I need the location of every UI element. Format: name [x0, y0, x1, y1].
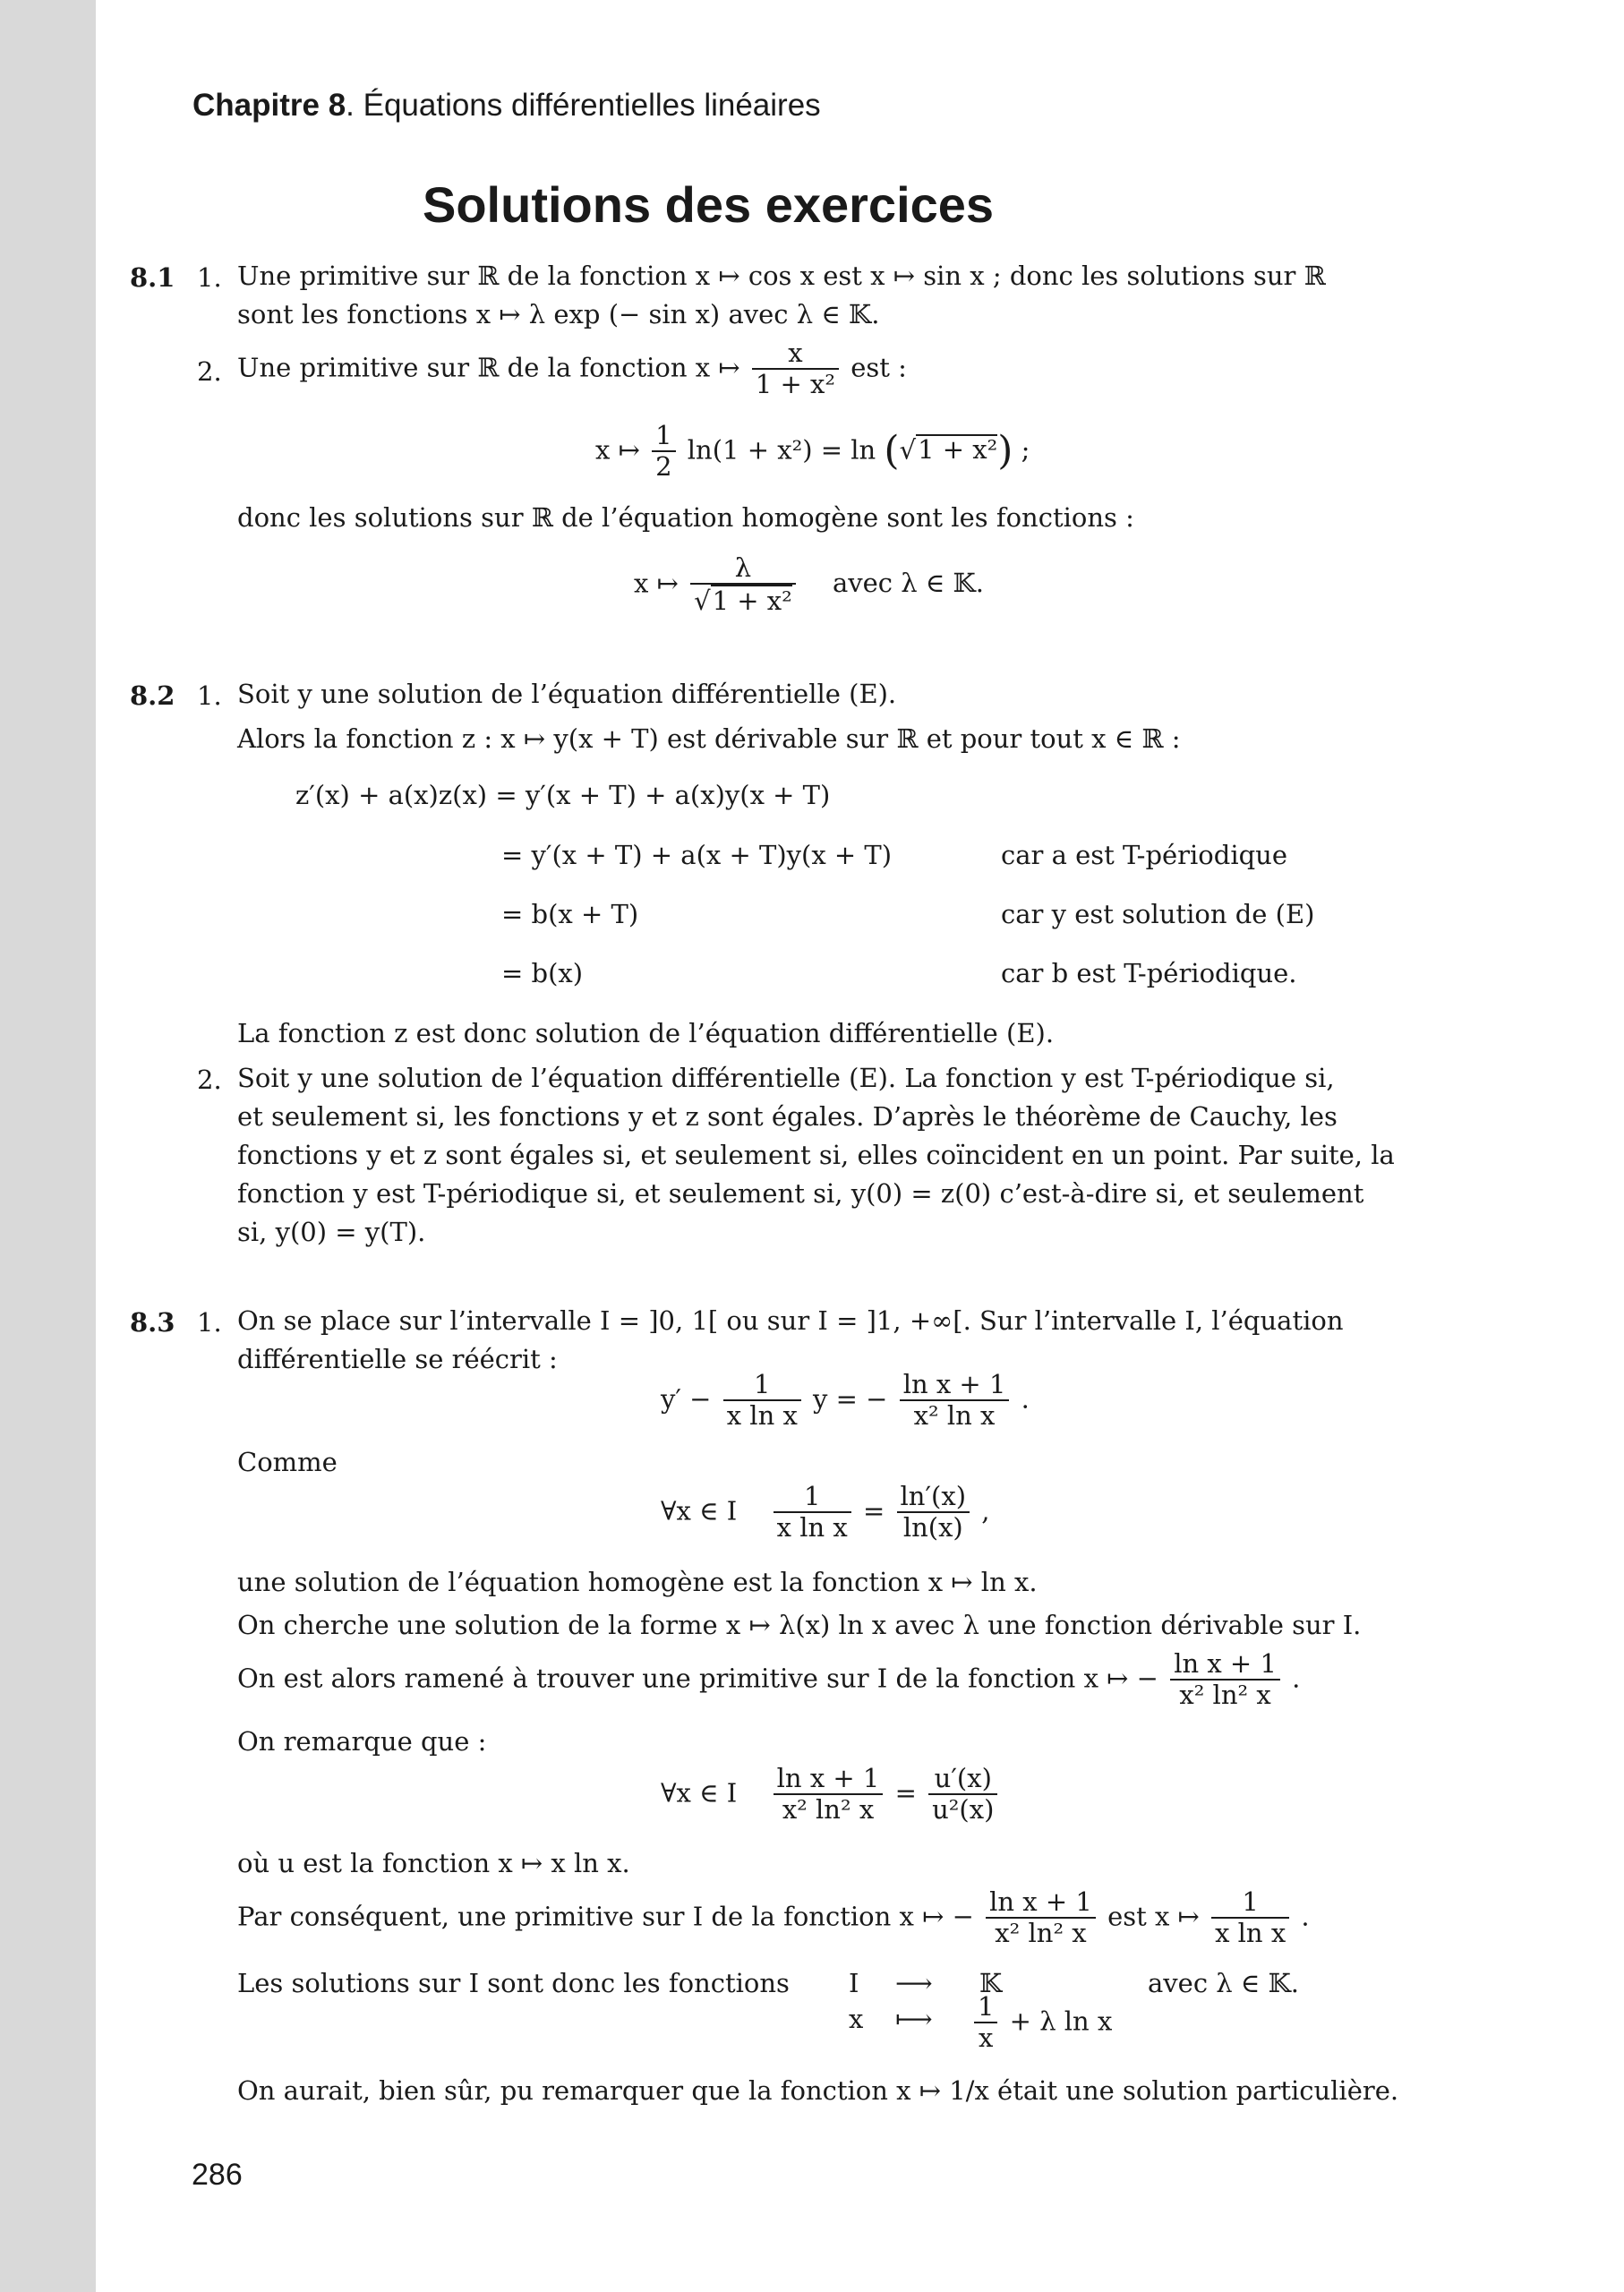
fraction-numerator: 1 [978, 1991, 995, 2022]
text-segment: = [894, 1777, 917, 1809]
fraction-denominator: √1 + x² [690, 583, 796, 616]
fraction-numerator: 1 [655, 420, 672, 450]
fraction [774, 1482, 851, 1544]
square-root: 1 + x² [712, 586, 792, 617]
text-segment: Une primitive sur ℝ de la fonction x ↦ [237, 352, 740, 383]
item-number: 2. [197, 1065, 222, 1095]
fraction-numerator: 1 [754, 1369, 771, 1399]
chapter-title: . Équations différentielles linéaires [346, 88, 821, 123]
fraction [928, 1764, 997, 1826]
fraction-numerator: 1 [1242, 1886, 1259, 1917]
fraction-denominator: x² ln² x [774, 1793, 884, 1825]
text-line-with-fraction [237, 1887, 1310, 1949]
fraction-numerator: x [788, 338, 803, 368]
map-variable: x [849, 2004, 864, 2034]
fraction-denominator: ln(x) [897, 1511, 970, 1543]
text-line-with-fraction [237, 1649, 1300, 1711]
text-segment: est : [850, 352, 907, 383]
fraction [690, 553, 796, 617]
text-segment: ∀x ∈ I [661, 1777, 738, 1809]
left-paren: ( [884, 428, 900, 475]
text-segment: y′ − [661, 1383, 712, 1415]
text-line: où u est la fonction x ↦ x ln x. [237, 1848, 630, 1878]
text-segment: ; [1021, 434, 1030, 466]
fraction [774, 1764, 884, 1826]
item-number: 2. [197, 356, 222, 387]
equation-line: = y′(x + T) + a(x + T)y(x + T) [501, 840, 893, 870]
map-arrow: ⟼ [895, 2004, 933, 2034]
text-line: fonction y est T-périodique si, et seulement si, y(0) = z(0) c’est-à-dire si, et seulement [237, 1178, 1364, 1209]
equation-note: car b est T-périodique. [1001, 958, 1297, 988]
text-line: On aurait, bien sûr, pu remarquer que la fonction x ↦ 1/x était une solution particulière. [237, 2075, 1399, 2106]
fraction-numerator: ln x + 1 [776, 1763, 880, 1793]
equation-line: = b(x + T) [501, 899, 639, 929]
equation: x ↦ $\frac{1}{2}$ ln(1 + x²) = ln (√1 + x²) ; [595, 420, 1030, 483]
fraction-numerator: ln x + 1 [1174, 1648, 1277, 1679]
equation-note: car y est solution de (E) [1001, 899, 1315, 929]
map-domain: I [849, 1968, 859, 1998]
fraction-denominator: 1 + x² [752, 368, 839, 399]
fraction [974, 1992, 997, 2054]
fraction-denominator: x ln x [774, 1511, 851, 1543]
fraction-denominator: x ln x [723, 1399, 801, 1431]
text-segment: avec λ ∈ 𝕂. [832, 568, 984, 599]
text-line: La fonction z est donc solution de l’équation différentielle (E). [237, 1018, 1055, 1048]
text-segment: ln(1 + x²) = ln [687, 434, 876, 466]
fraction-numerator: λ [734, 552, 752, 583]
exercise-number-8-1: 8.1 [130, 262, 175, 293]
text-segment: . [1292, 1663, 1301, 1694]
fraction [1211, 1887, 1289, 1949]
map-condition: avec λ ∈ 𝕂. [1148, 1968, 1300, 1998]
text-line: si, y(0) = y(T). [237, 1217, 426, 1247]
fraction-denominator: x ln x [1211, 1917, 1289, 1948]
fraction-denominator: x² ln² x [986, 1917, 1096, 1948]
equation-line: z′(x) + a(x)z(x) = y′(x + T) + a(x)y(x + T) [295, 780, 831, 810]
text-segment: . [1021, 1383, 1030, 1415]
fraction-denominator: x [974, 2022, 997, 2053]
map-arrow: ⟶ [895, 1968, 933, 1998]
text-line-with-fraction [237, 338, 907, 400]
fraction-denominator: x² ln x [900, 1399, 1010, 1431]
text-line: et seulement si, les fonctions y et z sont égales. D’après le théorème de Cauchy, les [237, 1101, 1338, 1132]
text-line: Soit y une solution de l’équation différentielle (E). [237, 679, 897, 709]
fraction-numerator: u′(x) [934, 1763, 992, 1793]
text-line: On se place sur l’intervalle I = ]0, 1[ ou sur I = ]1, +∞[. Sur l’intervalle I, l’équation [237, 1305, 1344, 1336]
fraction [723, 1370, 801, 1432]
text-segment: . [1301, 1901, 1310, 1932]
fraction [1170, 1649, 1280, 1711]
fraction-denominator: x² ln² x [1170, 1679, 1280, 1710]
chapter-label: Chapitre 8 [192, 88, 346, 123]
text-segment: x ↦ [595, 434, 640, 466]
item-number: 1. [197, 680, 222, 711]
text-line: Une primitive sur ℝ de la fonction x ↦ cos x est x ↦ sin x ; donc les solutions sur ℝ [237, 261, 1326, 291]
item-number: 1. [197, 262, 222, 293]
text-segment: est x ↦ [1107, 1901, 1200, 1932]
chapter-header [192, 88, 821, 124]
text-line: fonctions y et z sont égales si, et seulement si, elles coïncident en un point. Par suite, la [237, 1140, 1395, 1170]
text-segment: + λ ln x [1009, 2006, 1113, 2037]
equation [661, 1764, 1001, 1826]
fraction-numerator: ln x + 1 [989, 1886, 1092, 1917]
exercise-number-8-2: 8.2 [130, 680, 175, 711]
text-segment: x ↦ [634, 568, 679, 599]
fraction-denominator: 2 [652, 450, 675, 482]
text-segment: , [981, 1495, 990, 1527]
text-segment: Par conséquent, une primitive sur I de la fonction x ↦ − [237, 1901, 974, 1932]
text-segment: ∀x ∈ I [661, 1495, 738, 1527]
text-line: Comme [237, 1447, 338, 1477]
equation-line: = b(x) [501, 958, 584, 988]
page-margin-strip [0, 0, 96, 2292]
fraction-numerator: ln′(x) [900, 1481, 967, 1511]
fraction [652, 421, 675, 483]
equation [634, 553, 984, 617]
equation [661, 1370, 1030, 1432]
text-line: Les solutions sur I sont donc les fonctions [237, 1968, 790, 1998]
text-line: donc les solutions sur ℝ de l’équation homogène sont les fonctions : [237, 502, 1134, 533]
item-number: 1. [197, 1307, 222, 1338]
text-line: On cherche une solution de la forme x ↦ λ(x) ln x avec λ une fonction dérivable sur I. [237, 1610, 1362, 1640]
text-segment: On est alors ramené à trouver une primitive sur I de la fonction x ↦ − [237, 1663, 1158, 1694]
text-line: sont les fonctions x ↦ λ exp (− sin x) avec λ ∈ 𝕂. [237, 299, 880, 329]
text-line: une solution de l’équation homogène est la fonction x ↦ ln x. [237, 1567, 1038, 1597]
text-segment: = [862, 1495, 885, 1527]
exercise-number-8-3: 8.3 [130, 1307, 175, 1338]
map-image [970, 1992, 1112, 2054]
text-line: différentielle se réécrit : [237, 1344, 558, 1374]
fraction [752, 338, 839, 400]
fraction-denominator: u²(x) [928, 1793, 997, 1825]
text-line: On remarque que : [237, 1726, 487, 1757]
page-number: 286 [192, 2158, 243, 2192]
square-root: 1 + x² [918, 434, 998, 466]
fraction [986, 1887, 1096, 1949]
fraction [900, 1370, 1010, 1432]
fraction-numerator: 1 [803, 1481, 821, 1511]
equation [661, 1482, 989, 1544]
right-paren: ) [997, 428, 1013, 475]
equation-note: car a est T-périodique [1001, 840, 1288, 870]
text-segment: y = − [813, 1383, 888, 1415]
fraction-numerator: ln x + 1 [902, 1369, 1006, 1399]
text-line: Soit y une solution de l’équation différentielle (E). La fonction y est T-périodique si, [237, 1063, 1335, 1093]
text-line: Alors la fonction z : x ↦ y(x + T) est dérivable sur ℝ et pour tout x ∈ ℝ : [237, 723, 1181, 754]
section-title: Solutions des exercices [423, 176, 995, 233]
map-codomain: 𝕂 [979, 1968, 1003, 1998]
fraction [897, 1482, 970, 1544]
